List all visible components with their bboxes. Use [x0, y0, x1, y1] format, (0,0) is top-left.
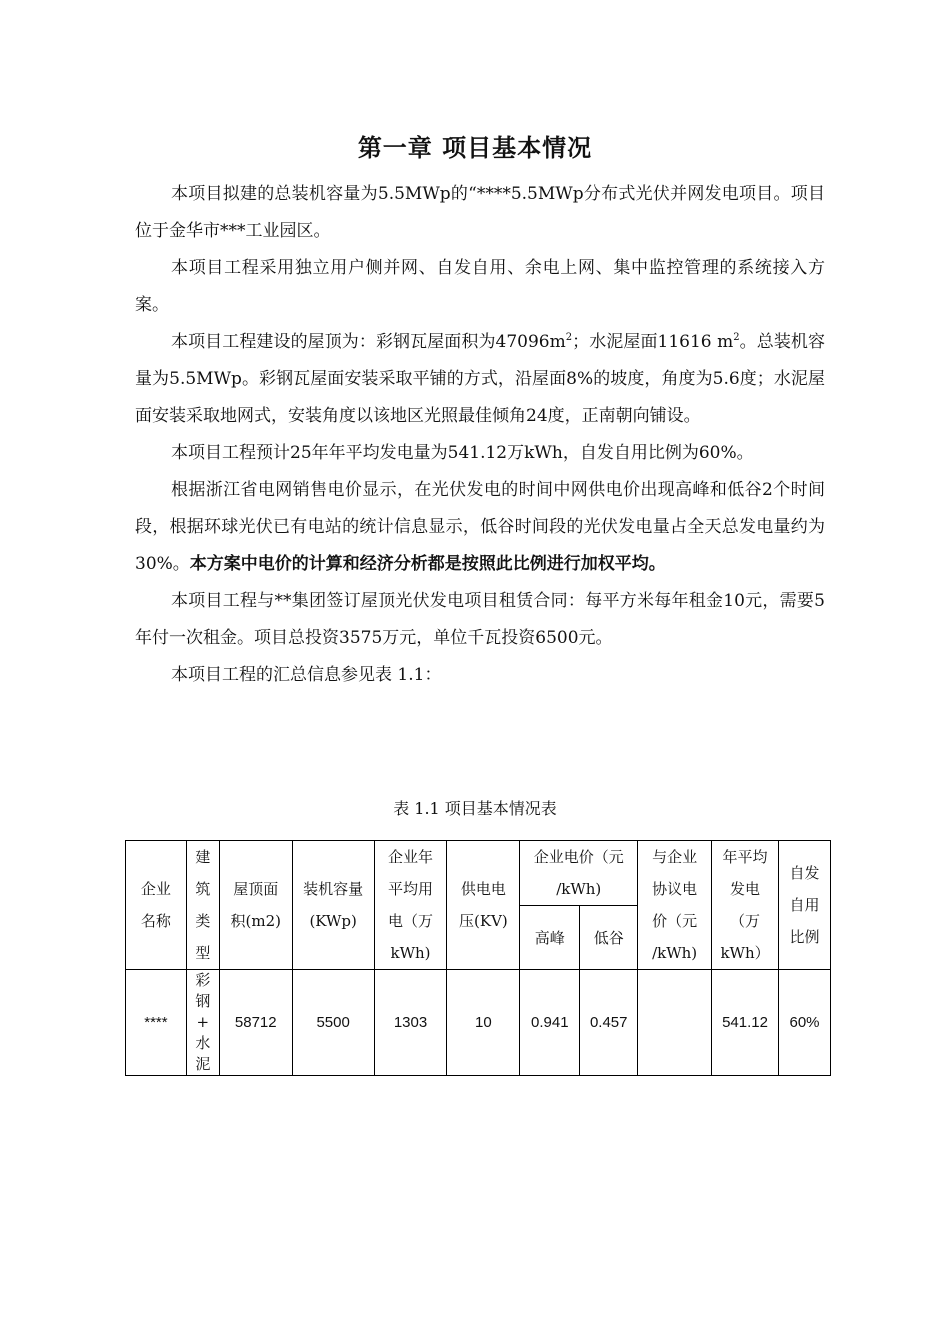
cell-agreed-price — [638, 970, 712, 1076]
project-info-table — [125, 840, 831, 1076]
cell-usage: 1303 — [374, 970, 447, 1076]
header-agreed-price: 与企业 协议电 价（元 /kWh) — [638, 841, 712, 970]
header-capacity: 装机容量 (KWp) — [292, 841, 374, 970]
paragraph: 本项目工程采用独立用户侧并网、自发自用、余电上网、集中监控管理的系统接入方案。 — [135, 258, 825, 315]
paragraph: 本项目工程建设的屋顶为：彩钢瓦屋面积为$47096m^2$；水泥屋面11616 $m^2$。总装机容量为5.5MWp。彩钢瓦屋面安装采取平铺的方式，沿屋面8%的坡度，角度为5.6度；水泥屋面安装采取地网式，安装角度以该地区光照最佳倾角24度，正南朝向铺设。 — [135, 332, 826, 426]
paragraph: 本项目工程预计25年年平均发电量为541.12万kWh，自发自用比例为60%。 — [171, 443, 754, 463]
cell-company: **** — [126, 970, 187, 1076]
table-caption: 表 1.1 项目基本情况表 — [393, 799, 557, 818]
body-text — [135, 176, 825, 694]
header-valley: 低谷 — [580, 906, 638, 970]
bold-statement: 本方案中电价的计算和经济分析都是按照此比例进行加权平均。 — [189, 554, 666, 574]
header-voltage: 供电电 压(KV) — [447, 841, 520, 970]
header-usage: 企业年 平均用 电（万 kWh) — [374, 841, 447, 970]
cell-voltage: 10 — [447, 970, 520, 1076]
cell-capacity: 5500 — [292, 970, 374, 1076]
header-building-type: 建 筑 类 型 — [186, 841, 219, 970]
header-price: 企业电价（元 /kWh) — [520, 841, 638, 906]
chapter-title: 第一章 项目基本情况 — [357, 133, 593, 162]
cell-building-type: 彩 钢 + 水 泥 — [186, 970, 219, 1076]
paragraph: 本项目拟建的总装机容量为5.5MWp的“****5.5MWp分布式光伏并网发电项目。项目位于金华市***工业园区。 — [135, 184, 825, 241]
header-company: 企业 名称 — [126, 841, 187, 970]
header-roof-area: 屋顶面 积(m2) — [219, 841, 292, 970]
paragraph: 根据浙江省电网销售电价显示，在光伏发电的时间中网供电价出现高峰和低谷2个时间段，根据环球光伏已有电站的统计信息显示，低谷时间段的光伏发电量占全天总发电量约为30%。本方案中电价的计算和经济分析都是按照此比例进行加权平均。 — [135, 480, 825, 574]
paragraph: 本项目工程的汇总信息参见表 1.1： — [171, 665, 442, 685]
header-self-use: 自发 自用 比例 — [779, 841, 831, 970]
header-generation: 年平均 发电 （万 kWh） — [712, 841, 779, 970]
cell-roof-area: 58712 — [219, 970, 292, 1076]
cell-generation: 541.12 — [712, 970, 779, 1076]
header-peak: 高峰 — [520, 906, 580, 970]
cell-self-use: 60% — [779, 970, 831, 1076]
paragraph: 本项目工程与**集团签订屋顶光伏发电项目租赁合同：每平方米每年租金10元，需要5年付一次租金。项目总投资3575万元，单位千瓦投资6500元。 — [135, 591, 825, 648]
cell-valley: 0.457 — [580, 970, 638, 1076]
cell-peak: 0.941 — [520, 970, 580, 1076]
